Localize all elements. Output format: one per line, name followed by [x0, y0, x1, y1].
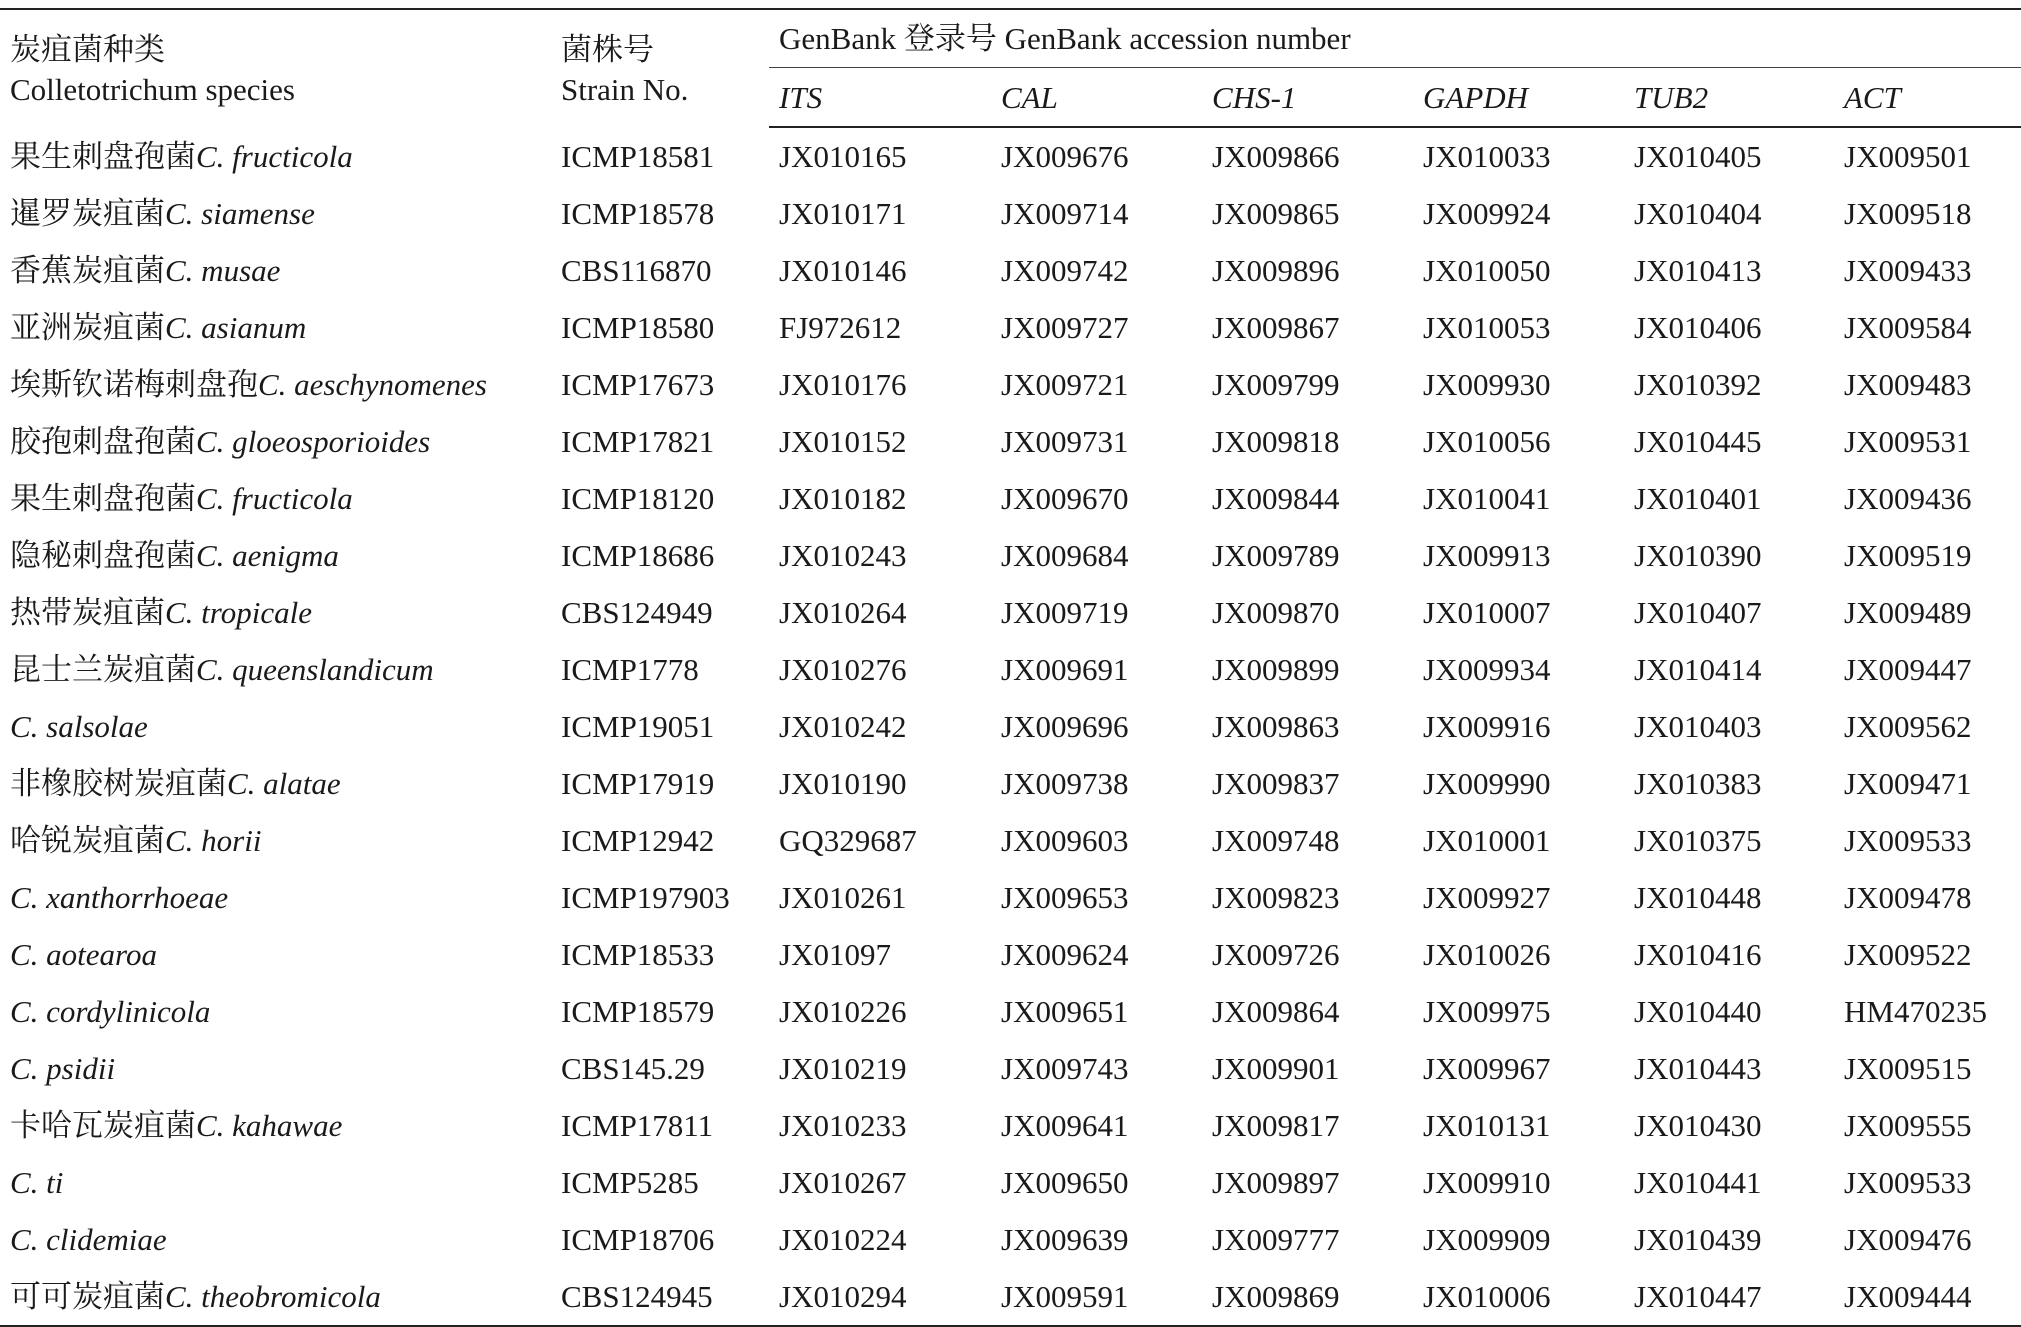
species-chinese-name: 胶孢刺盘孢菌 — [10, 424, 196, 459]
header-strain-en: Strain No. — [561, 72, 689, 107]
species-scientific-name: C. xanthorrhoeae — [10, 880, 229, 915]
accession-cell-its: JX010233 — [779, 1108, 907, 1143]
accession-cell-gapdh: JX009924 — [1423, 196, 1551, 231]
species-scientific-name: C. aenigma — [196, 538, 339, 573]
accession-cell-cal: JX009696 — [1001, 709, 1129, 744]
table-row — [0, 641, 2021, 698]
header-gene-cal: CAL — [991, 68, 1202, 128]
accession-cell-gapdh: JX009990 — [1423, 766, 1551, 801]
strain-cell: ICMP18579 — [561, 994, 715, 1029]
strain-cell: CBS116870 — [561, 253, 712, 288]
species-cell — [0, 470, 551, 527]
accession-cell-chs1: JX009869 — [1202, 1268, 1413, 1326]
accession-cell-tub2: JX010440 — [1634, 994, 1762, 1029]
accession-cell-tub2: JX010414 — [1634, 652, 1762, 687]
accession-cell-cal: JX009670 — [1001, 481, 1129, 516]
accession-cell-gapdh: JX010041 — [1423, 481, 1551, 516]
accession-cell-chs1: JX009899 — [1212, 652, 1340, 687]
accession-cell-chs1: JX009777 — [1212, 1222, 1340, 1257]
species-scientific-name: C. fructicola — [196, 138, 353, 174]
species-scientific-name: C. aeschynomenes — [258, 367, 487, 402]
species-scientific-name: C. tropicale — [165, 595, 312, 630]
strain-cell: ICMP18578 — [561, 196, 715, 231]
strain-cell: ICMP17673 — [561, 367, 715, 402]
accession-cell-tub2: JX010448 — [1634, 880, 1762, 915]
accession-cell-cal: JX009591 — [991, 1268, 1202, 1326]
accession-cell-its: JX010190 — [779, 766, 907, 801]
accession-cell-cal: JX009653 — [1001, 880, 1129, 915]
species-chinese-name: 非橡胶树炭疽菌 — [10, 766, 227, 801]
accession-cell-its: JX010146 — [779, 253, 907, 288]
table-body — [0, 127, 2021, 1326]
species-chinese-name: 果生刺盘孢菌 — [10, 138, 196, 174]
accession-cell-cal: JX009691 — [1001, 652, 1129, 687]
species-cell — [0, 1097, 551, 1154]
accession-cell-tub2: JX010403 — [1634, 709, 1762, 744]
accession-cell-act: JX009518 — [1844, 196, 1972, 231]
species-chinese-name: 果生刺盘孢菌 — [10, 481, 196, 516]
accession-cell-its: GQ329687 — [779, 823, 917, 858]
table-row — [0, 584, 2021, 641]
accession-cell-its: JX010165 — [779, 139, 907, 174]
accession-cell-gapdh: JX010050 — [1423, 253, 1551, 288]
strain-cell: ICMP19051 — [561, 709, 715, 744]
accession-cell-chs1: JX009897 — [1212, 1165, 1340, 1200]
table-row — [0, 413, 2021, 470]
accession-cell-gapdh: JX010131 — [1423, 1108, 1551, 1143]
accession-cell-its: JX010243 — [779, 538, 907, 573]
accession-cell-gapdh: JX010001 — [1423, 823, 1551, 858]
header-strain-cn: 菌株号 — [561, 32, 654, 67]
table-row — [0, 869, 2021, 926]
accession-cell-act: JX009562 — [1844, 709, 1972, 744]
table-row — [0, 1268, 2021, 1326]
species-scientific-name: C. siamense — [165, 196, 315, 231]
species-cell — [0, 527, 551, 584]
accession-cell-act: JX009555 — [1844, 1108, 1972, 1143]
strain-cell: CBS145.29 — [561, 1051, 705, 1086]
accession-cell-act: JX009531 — [1844, 424, 1972, 459]
accession-cell-chs1: JX009789 — [1212, 538, 1340, 573]
strain-cell: ICMP18686 — [561, 538, 715, 573]
strain-cell: ICMP18706 — [561, 1222, 715, 1257]
accession-cell-tub2: JX010416 — [1634, 937, 1762, 972]
accession-cell-gapdh: JX009916 — [1423, 709, 1551, 744]
accession-cell-tub2: JX010439 — [1634, 1222, 1762, 1257]
accession-cell-act: JX009447 — [1844, 652, 1972, 687]
accession-cell-its: JX010224 — [779, 1222, 907, 1257]
species-cell — [0, 584, 551, 641]
accession-cell-act: JX009483 — [1844, 367, 1972, 402]
table-row — [0, 926, 2021, 983]
accession-cell-tub2: JX010392 — [1634, 367, 1762, 402]
accession-cell-act: JX009471 — [1844, 766, 1972, 801]
species-scientific-name: C. psidii — [10, 1051, 116, 1086]
accession-cell-act: JX009476 — [1844, 1222, 1972, 1257]
strain-cell: ICMP17821 — [561, 424, 715, 459]
accession-cell-tub2: JX010404 — [1634, 196, 1762, 231]
strain-cell: ICMP5285 — [561, 1165, 699, 1200]
accession-cell-tub2: JX010401 — [1634, 481, 1762, 516]
species-scientific-name: C. aotearoa — [10, 937, 157, 972]
accession-cell-its: JX010152 — [779, 424, 907, 459]
species-scientific-name: C. ti — [10, 1165, 64, 1200]
table-row — [0, 242, 2021, 299]
strain-cell: ICMP17811 — [561, 1108, 714, 1143]
strain-cell: CBS124945 — [551, 1268, 769, 1326]
accession-cell-act: JX009533 — [1844, 1165, 1972, 1200]
species-chinese-name: 可可炭疽菌 — [10, 1279, 165, 1314]
species-cell — [0, 299, 551, 356]
accession-cell-its: JX010276 — [779, 652, 907, 687]
accession-cell-gapdh: JX010026 — [1423, 937, 1551, 972]
table-row — [0, 527, 2021, 584]
accession-cell-chs1: JX009896 — [1212, 253, 1340, 288]
accession-cell-chs1: JX009864 — [1212, 994, 1340, 1029]
table-row — [0, 185, 2021, 242]
accession-cell-cal: JX009721 — [1001, 367, 1129, 402]
accession-cell-cal: JX009727 — [1001, 310, 1129, 345]
accession-cell-chs1: JX009799 — [1212, 367, 1340, 402]
accession-cell-gapdh: JX009930 — [1423, 367, 1551, 402]
strain-cell: ICMP1778 — [561, 652, 699, 687]
species-chinese-name: 隐秘刺盘孢菌 — [10, 538, 196, 573]
accession-cell-its: JX010261 — [779, 880, 907, 915]
accession-cell-gapdh: JX009909 — [1423, 1222, 1551, 1257]
accession-cell-tub2: JX010405 — [1634, 139, 1762, 174]
accession-cell-chs1: JX009823 — [1212, 880, 1340, 915]
species-chinese-name: 暹罗炭疽菌 — [10, 196, 165, 231]
species-cell — [0, 926, 551, 983]
strain-cell: ICMP18581 — [561, 138, 715, 174]
accession-cell-tub2: JX010443 — [1634, 1051, 1762, 1086]
species-scientific-name: C. fructicola — [196, 481, 353, 516]
accession-cell-chs1: JX009863 — [1212, 709, 1340, 744]
species-cell — [0, 1268, 551, 1326]
accession-cell-chs1: JX009748 — [1212, 823, 1340, 858]
accession-cell-chs1: JX009865 — [1212, 196, 1340, 231]
species-cell — [0, 127, 551, 185]
species-cell — [0, 812, 551, 869]
species-chinese-name: 香蕉炭疽菌 — [10, 253, 165, 288]
accession-cell-its: JX010176 — [779, 367, 907, 402]
accession-cell-act: JX009515 — [1844, 1051, 1972, 1086]
table-row — [0, 1097, 2021, 1154]
header-gene-gapdh: GAPDH — [1413, 68, 1624, 128]
accession-cell-gapdh: JX009967 — [1423, 1051, 1551, 1086]
species-scientific-name: C. asianum — [165, 310, 307, 345]
accession-cell-its: JX010242 — [779, 709, 907, 744]
accession-cell-act: JX009444 — [1834, 1268, 2021, 1326]
accession-cell-cal: JX009651 — [1001, 994, 1129, 1029]
accession-cell-act: JX009433 — [1844, 253, 1972, 288]
strain-cell: ICMP18580 — [561, 310, 715, 345]
accession-cell-cal: JX009639 — [1001, 1222, 1129, 1257]
accession-cell-its: JX01097 — [779, 937, 891, 972]
accession-cell-chs1: JX009837 — [1212, 766, 1340, 801]
accession-cell-cal: JX009719 — [1001, 595, 1129, 630]
accession-cell-act: JX009519 — [1844, 538, 1972, 573]
accession-cell-act: HM470235 — [1844, 994, 1987, 1029]
accession-cell-cal: JX009676 — [1001, 139, 1129, 174]
species-scientific-name: C. alatae — [227, 766, 341, 801]
table-row — [0, 1211, 2021, 1268]
species-cell — [0, 1154, 551, 1211]
species-cell — [0, 185, 551, 242]
species-scientific-name: C. queenslandicum — [196, 652, 434, 687]
accession-cell-cal: JX009684 — [1001, 538, 1129, 573]
table-row — [0, 983, 2021, 1040]
accession-cell-tub2: JX010430 — [1634, 1108, 1762, 1143]
accession-cell-chs1: JX009844 — [1212, 481, 1340, 516]
accession-cell-its: JX010182 — [779, 481, 907, 516]
header-gene-act: ACT — [1834, 68, 2021, 128]
species-scientific-name: C. clidemiae — [10, 1222, 167, 1257]
species-scientific-name: C. theobromicola — [165, 1279, 381, 1314]
table-row — [0, 812, 2021, 869]
accession-cell-tub2: JX010390 — [1634, 538, 1762, 573]
accession-cell-gapdh: JX009913 — [1423, 538, 1551, 573]
accession-cell-gapdh: JX010053 — [1423, 310, 1551, 345]
species-cell — [0, 1040, 551, 1097]
accession-cell-its: JX010294 — [769, 1268, 991, 1326]
strain-cell: ICMP17919 — [561, 766, 715, 801]
accession-cell-its: JX010171 — [779, 196, 907, 231]
header-gene-its: ITS — [769, 68, 991, 128]
accession-cell-gapdh: JX009910 — [1423, 1165, 1551, 1200]
species-cell — [0, 641, 551, 698]
species-chinese-name: 埃斯钦诺梅刺盘孢 — [10, 367, 258, 402]
accession-cell-act: JX009436 — [1844, 481, 1972, 516]
species-chinese-name: 卡哈瓦炭疽菌 — [10, 1108, 196, 1143]
table-header — [0, 9, 2021, 127]
accession-cell-act: JX009584 — [1844, 310, 1972, 345]
accession-cell-tub2: JX010406 — [1634, 310, 1762, 345]
accession-cell-cal: JX009650 — [1001, 1165, 1129, 1200]
species-scientific-name: C. cordylinicola — [10, 994, 211, 1029]
header-strain — [551, 9, 769, 127]
accession-cell-cal: JX009731 — [1001, 424, 1129, 459]
header-species-en: Colletotrichum species — [10, 72, 295, 107]
accession-cell-gapdh: JX009927 — [1423, 880, 1551, 915]
accession-cell-cal: JX009742 — [1001, 253, 1129, 288]
species-cell — [0, 1211, 551, 1268]
header-genbank-group: GenBank 登录号 GenBank accession number — [769, 9, 2021, 68]
accession-cell-tub2: JX010383 — [1634, 766, 1762, 801]
accession-cell-tub2: JX010445 — [1634, 424, 1762, 459]
strain-cell: CBS124949 — [561, 595, 713, 630]
species-chinese-name: 哈锐炭疽菌 — [10, 823, 165, 858]
accession-cell-its: JX010219 — [779, 1051, 907, 1086]
species-cell — [0, 698, 551, 755]
strain-table-container — [0, 8, 2021, 1327]
strain-cell: ICMP18533 — [561, 937, 715, 972]
accession-cell-tub2: JX010413 — [1634, 253, 1762, 288]
accession-cell-gapdh: JX009934 — [1423, 652, 1551, 687]
accession-cell-cal: JX009738 — [1001, 766, 1129, 801]
species-chinese-name: 昆士兰炭疽菌 — [10, 652, 196, 687]
strain-cell: ICMP12942 — [561, 823, 715, 858]
accession-cell-its: JX010226 — [779, 994, 907, 1029]
accession-cell-cal: JX009624 — [1001, 937, 1129, 972]
header-gene-chs1: CHS-1 — [1202, 68, 1413, 128]
accession-cell-its: JX010264 — [779, 595, 907, 630]
accession-cell-gapdh: JX010056 — [1423, 424, 1551, 459]
strain-cell: ICMP197903 — [561, 880, 730, 915]
accession-cell-cal: JX009714 — [1001, 196, 1129, 231]
accession-cell-gapdh: JX009975 — [1423, 994, 1551, 1029]
table-row — [0, 1040, 2021, 1097]
accession-cell-chs1: JX009867 — [1212, 310, 1340, 345]
species-cell — [0, 242, 551, 299]
accession-cell-chs1: JX009817 — [1212, 1108, 1340, 1143]
accession-cell-chs1: JX009870 — [1212, 595, 1340, 630]
species-chinese-name: 热带炭疽菌 — [10, 595, 165, 630]
species-scientific-name: C. musae — [165, 253, 281, 288]
table-row — [0, 127, 2021, 185]
table-row — [0, 755, 2021, 812]
accession-cell-act: JX009489 — [1844, 595, 1972, 630]
table-row — [0, 698, 2021, 755]
accession-cell-cal: JX009603 — [1001, 823, 1129, 858]
species-scientific-name: C. gloeosporioides — [196, 424, 431, 459]
accession-cell-gapdh: JX010006 — [1413, 1268, 1624, 1326]
table-row — [0, 299, 2021, 356]
accession-cell-its: JX010267 — [779, 1165, 907, 1200]
accession-cell-act: JX009533 — [1844, 823, 1972, 858]
accession-cell-chs1: JX009901 — [1212, 1051, 1340, 1086]
species-chinese-name: 亚洲炭疽菌 — [10, 310, 165, 345]
genbank-accession-table — [0, 8, 2021, 1327]
accession-cell-act: JX009478 — [1844, 880, 1972, 915]
strain-cell: ICMP18120 — [561, 481, 715, 516]
accession-cell-gapdh: JX010007 — [1423, 595, 1551, 630]
species-cell — [0, 356, 551, 413]
accession-cell-tub2: JX010375 — [1634, 823, 1762, 858]
species-cell — [0, 983, 551, 1040]
accession-cell-chs1: JX009866 — [1212, 139, 1340, 174]
accession-cell-cal: JX009641 — [1001, 1108, 1129, 1143]
species-cell — [0, 755, 551, 812]
species-cell — [0, 413, 551, 470]
header-gene-tub2: TUB2 — [1624, 68, 1834, 128]
table-row — [0, 1154, 2021, 1211]
accession-cell-tub2: JX010447 — [1624, 1268, 1834, 1326]
table-row — [0, 470, 2021, 527]
accession-cell-chs1: JX009818 — [1212, 424, 1340, 459]
accession-cell-tub2: JX010441 — [1634, 1165, 1762, 1200]
accession-cell-tub2: JX010407 — [1634, 595, 1762, 630]
header-species-cn: 炭疽菌种类 — [10, 32, 165, 67]
accession-cell-act: JX009522 — [1844, 937, 1972, 972]
species-scientific-name: C. salsolae — [10, 709, 148, 744]
header-species — [0, 9, 551, 127]
accession-cell-chs1: JX009726 — [1212, 937, 1340, 972]
accession-cell-act: JX009501 — [1844, 139, 1972, 174]
species-cell — [0, 869, 551, 926]
species-scientific-name: C. kahawae — [196, 1108, 343, 1143]
accession-cell-gapdh: JX010033 — [1423, 139, 1551, 174]
accession-cell-its: FJ972612 — [779, 310, 902, 345]
species-scientific-name: C. horii — [165, 823, 262, 858]
accession-cell-cal: JX009743 — [1001, 1051, 1129, 1086]
table-row — [0, 356, 2021, 413]
